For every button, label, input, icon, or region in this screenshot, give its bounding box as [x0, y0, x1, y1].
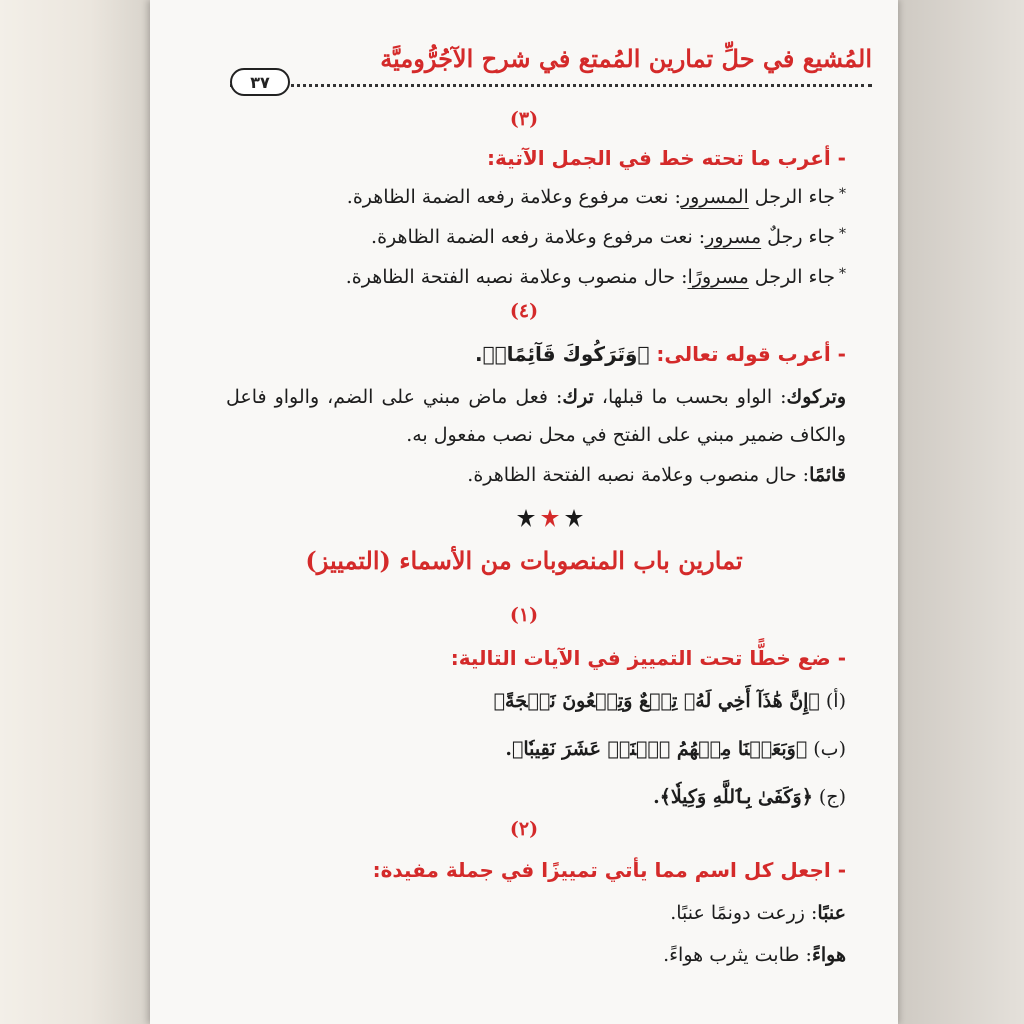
verse-item-c: (ج) ﴿وَكَفَىٰ بِٱللَّهِ وَكِيلٗا﴾. — [653, 786, 846, 808]
section-ornament — [510, 508, 590, 528]
section-title: تمارين باب المنصوبات من الأسماء (التمييز) — [305, 546, 743, 575]
verse-item-b: (ب) ﴿وَبَعَثۡنَا مِنۡهُمُ ٱثۡنَيۡ عَشَرَ نَقِيبٗا﴾. — [505, 738, 846, 760]
answer-line: *جاء رجلٌ مسرور: نعت مرفوع وعلامة رفعه الضمة الظاهرة. — [371, 226, 846, 248]
exercise-number-1: (١) — [509, 604, 539, 626]
ornament-star-red-icon — [541, 509, 559, 527]
question-heading-tamyeez-2: - اجعل كل اسم مما يأتي تمييزًا في جملة مفيدة: — [372, 858, 846, 882]
question-heading-4: - أعرب قوله تعالى: ﴿وَتَرَكُوكَ قَآئِمًاۚ﴾. — [474, 342, 846, 366]
exercise-number-2: (٢) — [509, 818, 539, 840]
underlined-word: مسرورًا — [687, 266, 749, 288]
answer-line: هواءً: طابت يثرب هواءً. — [663, 944, 846, 966]
verse-item-a: (أ) ﴿إِنَّ هَٰذَآ أَخِي لَهُۥ تِسۡعٌ وَتِسۡعُونَ نَعۡجَةً﴾ — [493, 690, 846, 712]
background-right — [898, 0, 1024, 1024]
running-header-title: المُشيع في حلِّ تمارين المُمتع في شرح الآجُرُّوميَّة — [380, 44, 872, 73]
book-spine-left — [0, 0, 150, 1024]
underlined-word: مسرور — [705, 226, 762, 248]
ornament-star-dark-icon — [565, 509, 583, 527]
question-heading-tamyeez-1: - ضع خطًّا تحت التمييز في الآيات التالية: — [450, 646, 846, 670]
parsing-line: قائمًا: حال منصوب وعلامة نصبه الفتحة الظاهرة. — [467, 464, 846, 486]
quran-verse: ﴿وَتَرَكُوكَ قَآئِمًاۚ﴾. — [474, 342, 650, 366]
ornament-star-dark-icon — [517, 509, 535, 527]
book-page — [150, 0, 898, 1024]
underlined-word: المسرور — [680, 186, 749, 208]
parsing-paragraph: وتركوك: الواو بحسب ما قبلها، ترك: فعل ماض مبني على الضم، والواو فاعل والكاف ضمير مبني على الفتح في محل نصب مفعول به. — [226, 386, 846, 446]
answer-line: عنبًا: زرعت دونمًا عنبًا. — [670, 902, 846, 924]
header-dotted-rule — [230, 84, 872, 87]
exercise-number-3: (٣) — [509, 108, 539, 130]
page-number: ٣٧ — [230, 68, 290, 96]
question-heading-3: - أعرب ما تحته خط في الجمل الآتية: — [487, 146, 846, 170]
answer-line: *جاء الرجل المسرور: نعت مرفوع وعلامة رفعه الضمة الظاهرة. — [346, 186, 846, 208]
exercise-number-4: (٤) — [509, 300, 539, 322]
answer-line: *جاء الرجل مسرورًا: حال منصوب وعلامة نصبه الفتحة الظاهرة. — [345, 266, 846, 288]
